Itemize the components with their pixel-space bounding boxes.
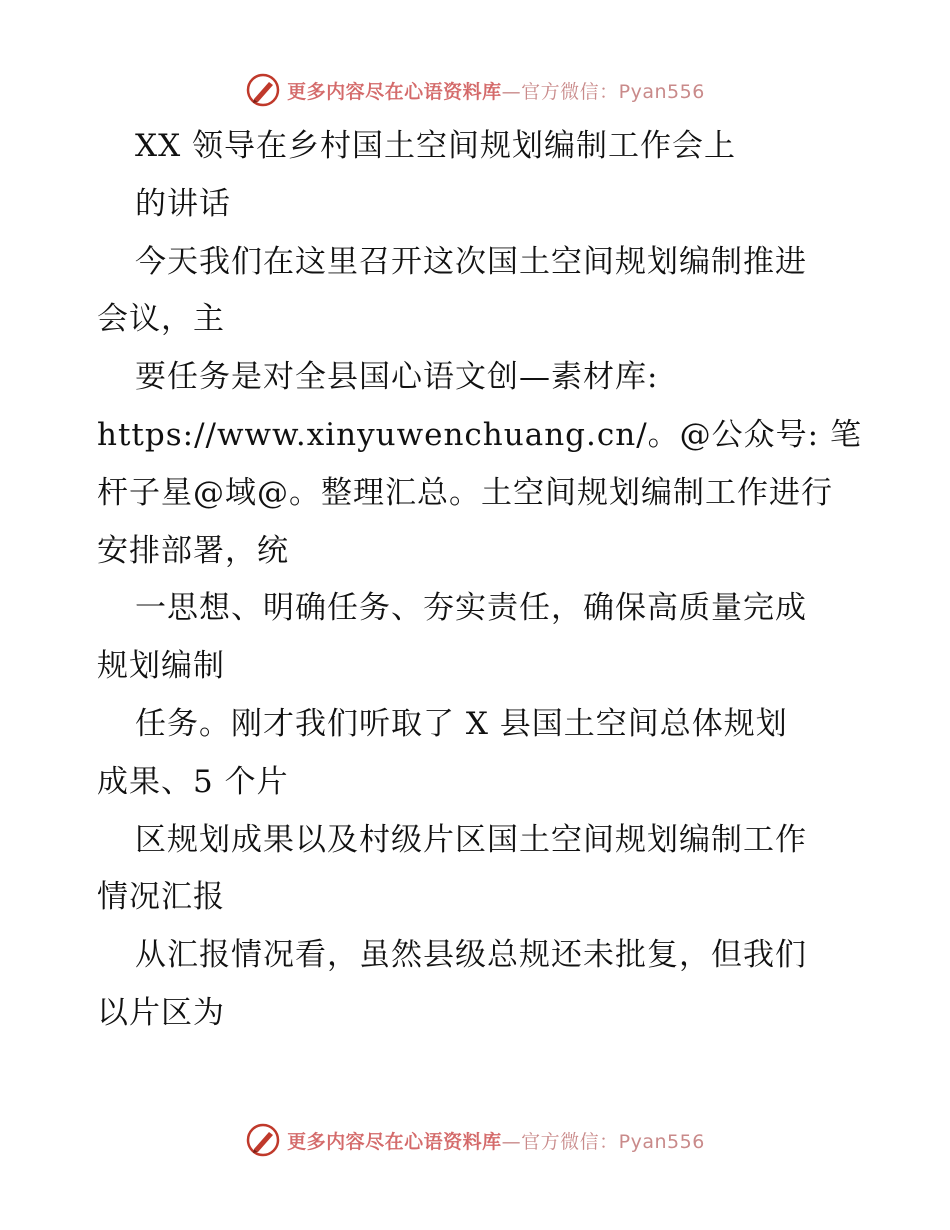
text-line: 以片区为 (97, 994, 225, 1031)
text-line: 一思想、明确任务、夯实责任，确保高质量完成 (135, 590, 807, 627)
text-line: 任务。刚才我们听取了 X 县国土空间总体规划 (135, 705, 788, 742)
text-line: 情况汇报 (97, 879, 225, 916)
header-watermark-banner (0, 70, 950, 110)
text-line: 要任务是对全县国心语文创—素材库: (135, 359, 659, 396)
pen-logo-icon (245, 72, 281, 108)
text-line: 的讲话 (135, 185, 231, 222)
text-line: 杆子星@域@。整理汇总。土空间规划编制工作进行 (97, 474, 833, 511)
text-line: https://www.xinyuwenchuang.cn/。@公众号: 笔 (97, 416, 862, 453)
text-line: 成果、5 个片 (97, 763, 289, 800)
pen-logo-icon (245, 1122, 281, 1158)
document-body (97, 118, 862, 1043)
text-line: 今天我们在这里召开这次国土空间规划编制推进 (135, 243, 807, 280)
text-line: XX 领导在乡村国土空间规划编制工作会上 (135, 128, 736, 164)
footer-watermark-text: 更多内容尽在心语资料库—官方微信：Pyan556 (287, 1130, 705, 1153)
text-line: 会议，主 (97, 301, 225, 338)
text-line: 规划编制 (97, 648, 225, 685)
text-line: 安排部署，统 (97, 532, 289, 569)
text-line: 从汇报情况看，虽然县级总规还未批复，但我们 (135, 937, 807, 974)
header-watermark-text: 更多内容尽在心语资料库—官方微信：Pyan556 (287, 80, 705, 103)
footer-watermark-banner (0, 1120, 950, 1160)
text-line: 区规划成果以及村级片区国土空间规划编制工作 (135, 821, 807, 858)
